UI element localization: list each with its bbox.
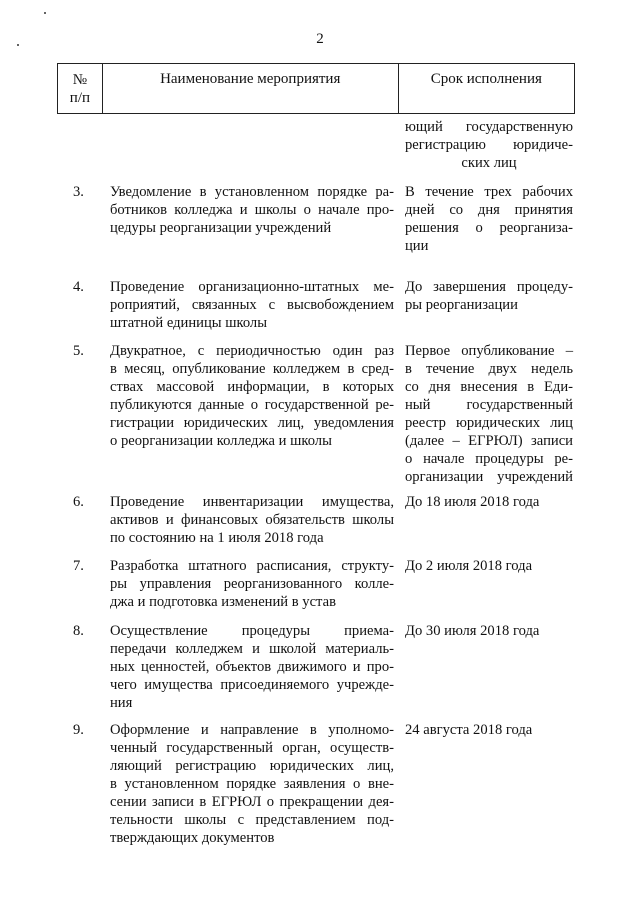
- scan-speck: [44, 12, 46, 14]
- header-term: Срок исполнения: [398, 64, 574, 114]
- row-description: Разработка штатного расписания, структу- ры управления реорганизованного колле- джа и подготовка изменений в устав: [110, 558, 394, 610]
- row-number: 5.: [73, 343, 84, 359]
- row-term: До 2 июля 2018 года: [405, 558, 533, 574]
- row-term: До 18 июля 2018 года: [405, 494, 540, 510]
- header-number-line: №: [72, 71, 88, 88]
- row-term: В течение трех рабочих дней со дня принятия решения о реорганиза- ции: [405, 184, 573, 254]
- row-number: 6.: [73, 494, 84, 510]
- header-name: Наименование мероприятия: [102, 64, 398, 114]
- row-number: 8.: [73, 623, 84, 639]
- page-number: 2: [316, 31, 324, 47]
- row-description: Проведение организационно-штатных ме- роприятий, связанных с высвобождением штатной единицы школы: [110, 279, 394, 331]
- row-term: ющий государственную регистрацию юридиче- ских лиц: [405, 119, 573, 171]
- row-description: Уведомление в установленном порядке ра- ботников колледжа и школы о начале про- цедуры реорганизации учреждений: [110, 184, 394, 236]
- header-number: [58, 64, 103, 114]
- row-term: 24 августа 2018 года: [405, 722, 533, 738]
- row-description: Двукратное, с периодичностью один раз в месяц, опубликование колледжем в сред- ствах массовой информации, в которых публикуются данные о государственной ре- гистрации юридических лиц, уведомления о реорганизации колледжа и школы: [110, 343, 394, 449]
- row-description: Проведение инвентаризации имущества, активов и финансовых обязательств школы по состоянию на 1 июля 2018 года: [110, 494, 394, 546]
- row-number: 4.: [73, 279, 84, 295]
- row-term: До завершения процеду- ры реорганизации: [405, 279, 573, 313]
- row-term: Первое опубликование – в течение двух недель со дня внесения в Еди- ный государственный реестр юридических лиц (далее – ЕГРЮЛ) записи о начале процедуры ре- организации учреждений: [405, 343, 573, 485]
- row-description: Оформление и направление в уполномо- ченный государственный орган, осуществ- ляющий регистрацию юридических лиц, в установленном порядке заявления о вне- сении записи в ЕГРЮЛ о прекращении дея- тельности школы с представлением под- тверждающих документов: [110, 722, 394, 846]
- table-header: [57, 63, 575, 114]
- header-number-line: п/п: [69, 89, 91, 106]
- row-term: До 30 июля 2018 года: [405, 623, 540, 639]
- row-number: 3.: [73, 184, 84, 200]
- row-description: Осуществление процедуры приема- передачи колледжем и школой материаль- ных ценностей, объектов движимого и про- чего имущества присоединяемого учрежде- ния: [110, 623, 394, 711]
- row-number: 7.: [73, 558, 84, 574]
- row-number: 9.: [73, 722, 84, 738]
